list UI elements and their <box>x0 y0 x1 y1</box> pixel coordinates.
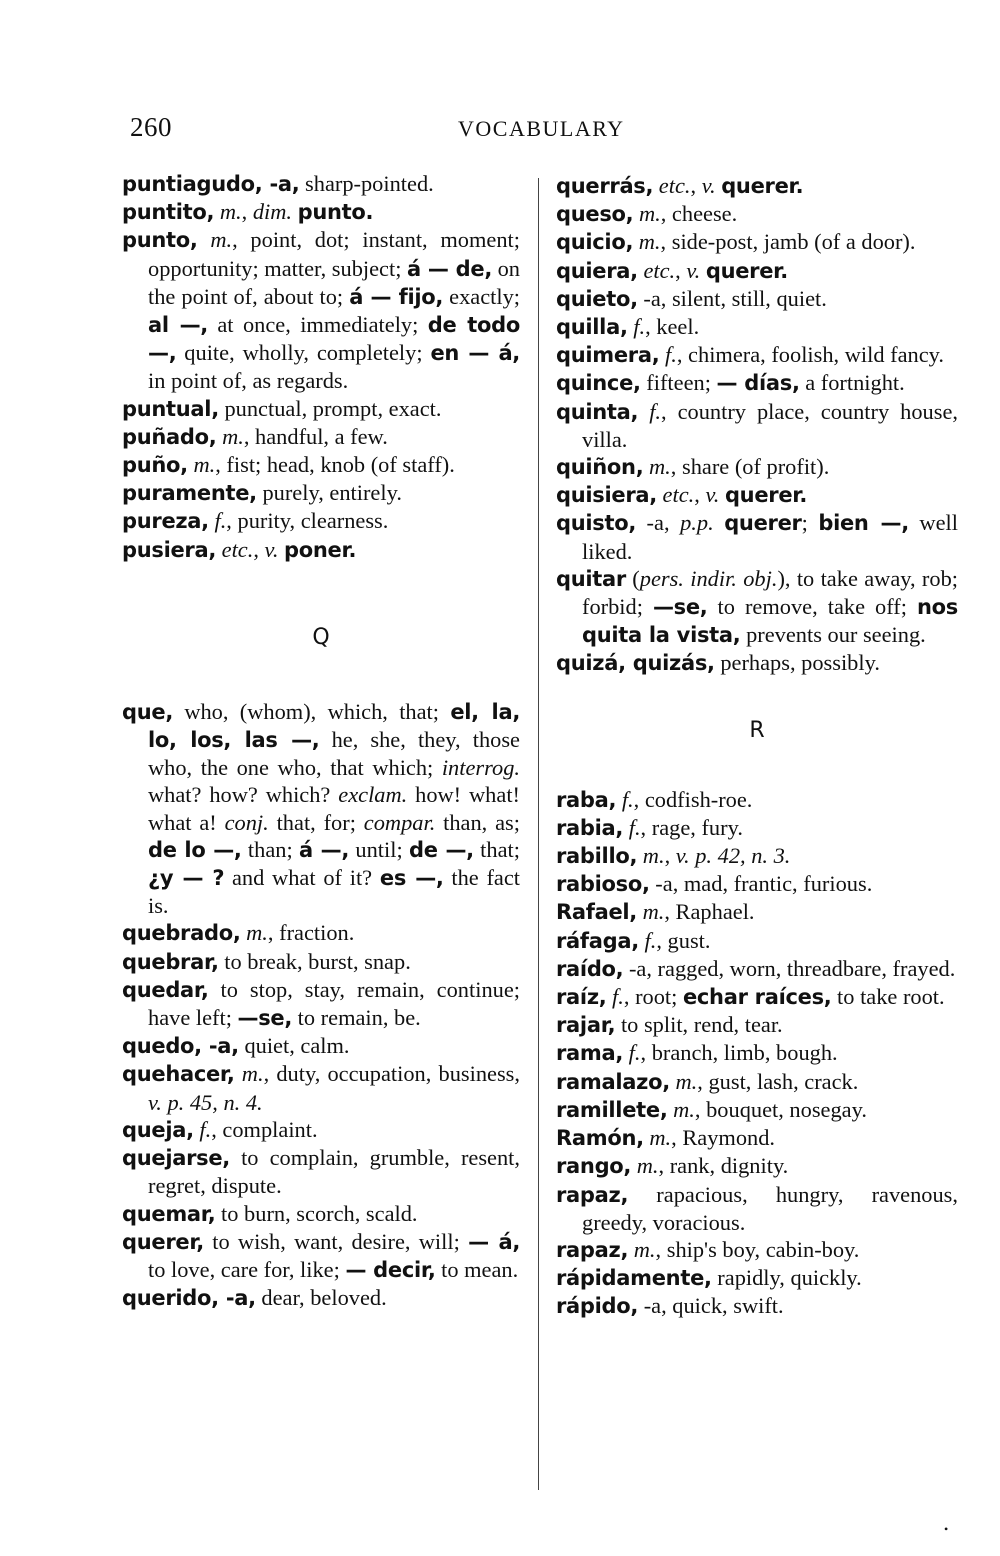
vocab-definition: to break, burst, snap. <box>218 948 411 974</box>
vocab-entry <box>122 198 520 226</box>
vocab-definition: f., branch, limb, bough. <box>628 1040 838 1066</box>
section-letter-r: R <box>749 717 765 743</box>
vocab-headword: raído, <box>556 956 624 981</box>
vocab-headword: puño, <box>122 453 188 478</box>
vocab-definition: to wish, want, desire, will; — á, to love, care for, like; — decir, to mean. <box>148 1228 520 1282</box>
vocab-headword: quebrar, <box>122 949 219 974</box>
vocab-definition: f., gust. <box>644 927 711 953</box>
vocab-entry <box>556 983 958 1011</box>
vocab-headword: rajar, <box>556 1013 616 1038</box>
vocab-headword: Rafael, <box>556 900 637 925</box>
vocab-entry <box>556 870 958 898</box>
vocab-definition: m., fraction. <box>246 920 355 946</box>
vocab-definition: -a, silent, still, quiet. <box>637 285 827 311</box>
vocab-headword: que, <box>122 699 174 724</box>
vocab-entry <box>556 509 958 564</box>
vocab-entry <box>122 1032 520 1060</box>
vocab-definition: f., chimera, foolish, wild fancy. <box>665 342 945 368</box>
vocab-definition: m., Raymond. <box>649 1125 776 1151</box>
vocab-entry <box>556 1096 958 1124</box>
vocab-definition: punctual, prompt, exact. <box>218 395 442 421</box>
vocab-entry <box>556 814 958 842</box>
vocab-entry <box>556 398 958 453</box>
vocab-headword: quedo, -a, <box>122 1034 239 1059</box>
vocab-definition: sharp-pointed. <box>299 171 434 196</box>
vocab-headword: queso, <box>556 202 634 227</box>
vocab-definition: m., Raphael. <box>642 899 755 925</box>
vocab-definition: m., rank, dignity. <box>636 1153 789 1179</box>
vocab-headword: queja, <box>122 1117 194 1142</box>
vocab-entry <box>556 1124 958 1152</box>
vocab-entry <box>122 170 520 198</box>
vocab-headword: raba, <box>556 787 617 812</box>
vocab-entry <box>122 1284 520 1312</box>
vocab-headword: rápidamente, <box>556 1266 712 1291</box>
vocab-headword: rabioso, <box>556 872 650 897</box>
vocab-headword: pusiera, <box>122 537 217 562</box>
vocab-definition: m., cheese. <box>638 201 738 227</box>
vocab-entry <box>556 1236 958 1264</box>
vocab-headword: quebrado, <box>122 921 241 946</box>
vocab-entry <box>122 976 520 1032</box>
vocab-entry <box>556 927 958 955</box>
vocab-entry <box>122 507 520 535</box>
vocab-headword: quisto, <box>556 511 637 536</box>
vocab-headword: querido, -a, <box>122 1286 256 1311</box>
running-head: VOCABULARY <box>458 116 625 141</box>
vocab-headword: quisiera, <box>556 483 657 508</box>
vocab-definition: m., point, dot; instant, moment; opportunity; matter, subject; á — de, on the point of, about to; á — fijo, exactly; al —, at once, immediately; de todo —, quite, wholly, completely; en — á, in point of, as regards. <box>148 227 520 394</box>
vocab-headword: querer, <box>122 1229 204 1254</box>
vocab-entry <box>122 1116 520 1144</box>
vocab-entry <box>556 565 958 650</box>
vocab-entry <box>556 285 958 313</box>
vocab-entry <box>122 395 520 423</box>
right-entries-top <box>556 172 958 678</box>
vocab-definition: m., dim. punto. <box>219 199 374 225</box>
vocab-entry <box>122 536 520 564</box>
vocab-headword: quilla, <box>556 315 628 340</box>
vocab-definition: fifteen; — días, a fortnight. <box>640 370 905 396</box>
vocab-definition: rapacious, hungry, ravenous, greedy, voracious. <box>582 1181 958 1235</box>
vocab-headword: puramente, <box>122 481 257 506</box>
left-column <box>122 170 520 1312</box>
vocab-definition: m., bouquet, nosegay. <box>673 1096 867 1122</box>
vocab-definition: to split, rend, tear. <box>615 1012 783 1038</box>
vocab-entry <box>122 1200 520 1228</box>
vocab-entry <box>556 842 958 870</box>
vocab-definition: dear, beloved. <box>255 1285 387 1311</box>
vocab-headword: puntiagudo, -a, <box>122 172 300 196</box>
vocab-definition: etc., v. querer. <box>658 173 804 198</box>
vocab-entry <box>122 423 520 451</box>
vocab-headword: puñado, <box>122 424 217 449</box>
vocab-headword: puntito, <box>122 200 215 225</box>
vocab-entry <box>122 948 520 976</box>
left-entries-bottom <box>122 698 520 1312</box>
vocab-entry <box>556 228 958 256</box>
vocab-headword: punto, <box>122 228 198 253</box>
vocab-definition: f., rage, fury. <box>628 814 743 840</box>
vocab-definition: etc., v. poner. <box>221 536 357 562</box>
vocab-entry <box>556 453 958 481</box>
vocab-entry <box>122 919 520 947</box>
right-column <box>556 172 958 1321</box>
vocab-headword: quitar <box>556 566 626 591</box>
vocab-headword: Ramón, <box>556 1126 644 1151</box>
vocab-headword: quehacer, <box>122 1062 235 1087</box>
vocab-entry <box>556 481 958 509</box>
vocab-headword: querrás, <box>556 174 654 198</box>
vocab-entry <box>556 955 958 983</box>
vocab-entry <box>122 479 520 507</box>
vocab-entry <box>556 369 958 397</box>
vocab-headword: quedar, <box>122 977 209 1002</box>
right-entries-bottom <box>556 786 958 1321</box>
vocab-entry <box>556 1292 958 1320</box>
vocab-headword: quieto, <box>556 286 638 311</box>
vocab-headword: rabia, <box>556 815 624 840</box>
vocab-headword: quizá, quizás, <box>556 651 715 676</box>
vocab-definition: -a, quick, swift. <box>638 1293 784 1319</box>
vocab-entry <box>122 1060 520 1115</box>
vocab-definition: purely, entirely. <box>256 480 402 506</box>
vocab-entry <box>122 1228 520 1284</box>
vocab-entry <box>556 1039 958 1067</box>
vocab-headword: quiera, <box>556 258 638 283</box>
vocab-definition: -a, ragged, worn, threadbare, frayed. <box>623 955 956 981</box>
vocab-definition: to stop, stay, remain, continue; have left; —se, to remain, be. <box>148 976 520 1031</box>
vocab-entry <box>122 226 520 394</box>
vocab-headword: ramalazo, <box>556 1069 670 1094</box>
column-divider <box>538 178 539 1490</box>
vocab-definition: (pers. indir. obj.), to take away, rob; forbid; —se, to remove, take off; nos quita la vista, prevents our seeing. <box>582 565 958 648</box>
vocab-entry <box>122 1144 520 1199</box>
vocab-entry <box>556 898 958 926</box>
corner-mark: • <box>944 1522 949 1536</box>
vocab-definition: m., duty, occupation, business, v. p. 45, n. 4. <box>148 1061 520 1115</box>
vocab-definition: -a, mad, frantic, furious. <box>649 871 873 897</box>
vocab-headword: quejarse, <box>122 1146 230 1171</box>
vocab-headword: rabillo, <box>556 844 638 869</box>
vocab-headword: puntual, <box>122 396 219 421</box>
vocab-headword: pureza, <box>122 509 209 534</box>
vocab-headword: quemar, <box>122 1201 216 1226</box>
vocab-definition: m., share (of profit). <box>649 454 830 480</box>
vocab-headword: quince, <box>556 371 641 396</box>
vocab-entry <box>556 786 958 814</box>
vocab-definition: f., complaint. <box>199 1116 318 1142</box>
vocab-entry <box>556 1011 958 1039</box>
vocab-definition: f., country place, country house, villa. <box>582 398 958 452</box>
vocab-definition: quiet, calm. <box>238 1033 350 1059</box>
vocab-headword: rapaz, <box>556 1182 629 1207</box>
vocab-definition: f., purity, clearness. <box>214 508 389 534</box>
vocab-definition: who, (whom), which, that; el, la, lo, los, las —, he, she, they, those who, the one who, that which; interrog. what? how? which? exclam. how! what! what a! conj. that, for; compar. than, as; de lo —, than; á —, until; de —, that; ¿y — ? and what of it? es —, the fact is. <box>148 698 521 919</box>
vocab-definition: f., root; echar raíces, to take root. <box>612 984 945 1010</box>
vocab-headword: quicio, <box>556 230 634 255</box>
vocab-definition: m., v. p. 42, n. 3. <box>642 843 791 869</box>
vocab-definition: m., handful, a few. <box>222 423 388 449</box>
vocab-headword: quinta, <box>556 399 639 424</box>
vocab-definition: etc., v. querer. <box>662 482 808 508</box>
vocab-headword: quiñon, <box>556 455 644 480</box>
vocab-entry <box>556 1264 958 1292</box>
vocab-headword: quimera, <box>556 343 660 368</box>
vocab-headword: raíz, <box>556 985 607 1010</box>
vocab-headword: rango, <box>556 1154 632 1179</box>
vocab-definition: -a, p.p. querer; bien —, well liked. <box>582 510 958 564</box>
vocab-definition: to complain, grumble, resent, regret, dispute. <box>148 1145 520 1199</box>
vocab-headword: rama, <box>556 1041 624 1066</box>
vocab-definition: f., codfish-roe. <box>621 786 753 812</box>
section-letter-q: Q <box>312 624 330 650</box>
vocab-entry <box>556 1152 958 1180</box>
vocab-entry <box>122 698 520 920</box>
vocab-entry <box>556 1068 958 1096</box>
vocab-definition: etc., v. querer. <box>643 257 788 283</box>
vocab-entry <box>556 257 958 285</box>
vocab-definition: rapidly, quickly. <box>711 1265 862 1291</box>
vocab-headword: ramillete, <box>556 1097 668 1122</box>
vocab-entry <box>556 1181 958 1236</box>
vocab-definition: m., side-post, jamb (of a door). <box>638 229 916 255</box>
vocab-headword: rapaz, <box>556 1237 629 1262</box>
vocab-definition: perhaps, possibly. <box>714 650 880 676</box>
vocab-entry <box>556 200 958 228</box>
vocab-definition: f., keel. <box>633 314 700 340</box>
page-number: 260 <box>130 112 172 142</box>
vocab-entry <box>556 341 958 369</box>
vocab-definition: m., ship's boy, cabin-boy. <box>633 1236 860 1262</box>
vocab-entry <box>556 172 958 200</box>
vocab-entry <box>556 649 958 677</box>
vocab-entry <box>556 313 958 341</box>
vocab-headword: ráfaga, <box>556 928 639 953</box>
left-entries-top <box>122 170 520 564</box>
vocab-headword: rápido, <box>556 1294 639 1319</box>
vocab-entry <box>122 451 520 479</box>
vocab-definition: m., fist; head, knob (of staff). <box>193 452 455 478</box>
vocab-definition: to burn, scorch, scald. <box>215 1200 418 1226</box>
vocab-definition: m., gust, lash, crack. <box>675 1068 859 1094</box>
